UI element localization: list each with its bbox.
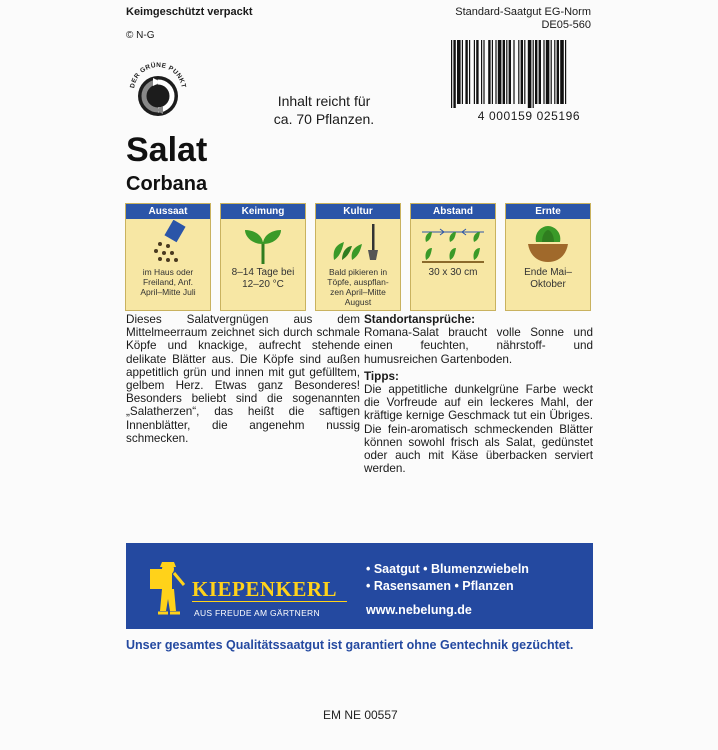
barcode-bar bbox=[551, 40, 552, 104]
barcode-bar bbox=[543, 40, 544, 104]
product-variety: Corbana bbox=[126, 173, 208, 195]
barcode-bar bbox=[546, 40, 550, 104]
barcode-digits: 4 000159 025196 bbox=[477, 109, 581, 123]
green-dot-text: DER GRÜNE PUNKT bbox=[129, 61, 187, 89]
tips-text: Die appetitliche dunkelgrüne Farbe weckt die Vorfreude auf ein leckeres Mahl, der kräftige kernige Geschmack tut ein Übriges. Die fein-aromatisch schmeckenden Blätter können sowohl frisch als Salat, gedünstet oder auch mit Käse überbacken serviert werden. bbox=[364, 383, 593, 476]
caption-line: zen April–Mitte bbox=[330, 287, 386, 297]
pictogram-culture-caption bbox=[316, 267, 400, 307]
plant-spacing-icon bbox=[411, 219, 495, 267]
brand-logo bbox=[140, 555, 340, 620]
barcode-bar bbox=[524, 40, 525, 104]
barcode-bar bbox=[554, 40, 555, 104]
caption-line: 8–14 Tage bei bbox=[231, 267, 295, 278]
brand-name: KIEPENKERL bbox=[192, 577, 338, 601]
barcode-bar bbox=[474, 40, 475, 104]
caption-line: Ende Mai– bbox=[524, 267, 572, 278]
footer-code: EM NE 00557 bbox=[323, 708, 398, 722]
barcode-bar bbox=[469, 40, 470, 104]
caption-line: 30 x 30 cm bbox=[428, 267, 478, 278]
brand-banner bbox=[126, 543, 593, 629]
barcode-bar bbox=[533, 40, 534, 108]
brand-underline bbox=[192, 601, 347, 602]
seed-standard: Standard-Saatgut EG-Norm bbox=[455, 6, 591, 18]
kiepenkerl-figure-icon bbox=[140, 559, 188, 619]
pictogram-culture bbox=[315, 203, 401, 311]
caption-line: im Haus oder bbox=[142, 267, 194, 277]
caption-line: Oktober bbox=[530, 279, 566, 290]
barcode-bar bbox=[518, 40, 519, 104]
location-text: Romana-Salat braucht volle Sonne und einen feuchten, nährstoff- und humusreichen Gartenboden. bbox=[364, 326, 593, 366]
pictogram-harvest-head: Ernte bbox=[506, 204, 590, 219]
seed-packet-icon bbox=[126, 219, 210, 267]
caption-line: 12–20 °C bbox=[242, 279, 284, 290]
seed-standard-code: DE05-560 bbox=[541, 19, 591, 31]
growing-info bbox=[364, 313, 593, 475]
harvest-bowl-icon bbox=[506, 219, 590, 267]
caption-line: Töpfe, auspflan- bbox=[327, 277, 389, 287]
pictogram-sowing-caption bbox=[126, 267, 210, 297]
barcode-bar bbox=[509, 40, 511, 104]
content-line-2: ca. 70 Pflanzen. bbox=[273, 111, 375, 127]
plants-spade-icon bbox=[316, 219, 400, 267]
pictogram-sowing bbox=[125, 203, 211, 311]
barcode-bar bbox=[506, 40, 507, 104]
product-range-line-1: • Saatgut • Blumenzwiebeln bbox=[366, 562, 529, 576]
pictogram-harvest-caption bbox=[506, 267, 590, 291]
packaging-note: Keimgeschützt verpackt bbox=[126, 6, 253, 18]
barcode-bar bbox=[535, 40, 537, 104]
barcode-bar bbox=[521, 40, 523, 104]
barcode-bar bbox=[483, 40, 484, 104]
barcode-bar bbox=[453, 40, 455, 108]
barcode bbox=[451, 40, 607, 108]
product-name: Salat bbox=[126, 131, 208, 169]
license-note: © N-G bbox=[126, 30, 155, 41]
pictogram-spacing-head: Abstand bbox=[411, 204, 495, 219]
gmo-free-guarantee: Unser gesamtes Qualitätssaatgut ist garantiert ohne Gentechnik gezüchtet. bbox=[126, 638, 574, 652]
barcode-bar bbox=[488, 40, 490, 104]
seedling-icon bbox=[221, 219, 305, 267]
pictogram-culture-head: Kultur bbox=[316, 204, 400, 219]
barcode-bar bbox=[465, 40, 467, 104]
pictogram-harvest bbox=[505, 203, 591, 311]
barcode-bar bbox=[457, 40, 461, 104]
pictogram-germination-head: Keimung bbox=[221, 204, 305, 219]
barcode-bar bbox=[481, 40, 482, 104]
pictogram-germination bbox=[220, 203, 306, 311]
caption-line: August bbox=[344, 297, 372, 307]
barcode-bar bbox=[539, 40, 541, 104]
caption-line: Bald pikieren in bbox=[328, 267, 388, 277]
barcode-bar bbox=[528, 40, 532, 108]
pictogram-spacing-caption bbox=[411, 267, 495, 279]
caption-line: April–Mitte Juli bbox=[140, 287, 196, 297]
location-heading: Standortansprüche: bbox=[364, 313, 476, 326]
barcode-bar bbox=[495, 40, 496, 104]
pictogram-spacing bbox=[410, 203, 496, 311]
website-link[interactable]: www.nebelung.de bbox=[366, 603, 472, 617]
pictogram-sowing-head: Aussaat bbox=[126, 204, 210, 219]
content-note bbox=[268, 92, 380, 128]
barcode-bar bbox=[565, 40, 566, 104]
pictogram-germination-caption bbox=[221, 267, 305, 291]
barcode-bar bbox=[513, 40, 514, 104]
barcode-bar bbox=[498, 40, 502, 104]
barcode-bar bbox=[503, 40, 505, 104]
product-range bbox=[366, 561, 529, 595]
barcode-bar bbox=[451, 40, 452, 108]
product-range-line-2: • Rasensamen • Pflanzen bbox=[366, 579, 514, 593]
product-description: Dieses Salatvergnügen aus dem Mittelmeerraum zeichnet sich durch schmale Köpfe und knackige, aufrecht stehende delikate Blätter aus. Die Köpfe sind außen appetitlich grün und innen mit gut gefülltem, gelbem Herz. Etwas ganz Besonderes! Besonders beliebt sind die sogenannten „Salatherzen“, das heißt die saftigen Innenblätter, die angenehm nussig schmecken. bbox=[126, 313, 360, 445]
green-dot-logo bbox=[125, 58, 191, 124]
barcode-bar bbox=[560, 40, 564, 104]
content-line-1: Inhalt reicht für bbox=[277, 93, 371, 109]
brand-slogan: AUS FREUDE AM GÄRTNERN bbox=[194, 608, 320, 618]
barcode-bar bbox=[476, 40, 478, 104]
barcode-bar bbox=[462, 40, 463, 104]
barcode-bar bbox=[492, 40, 493, 104]
tips-heading: Tipps: bbox=[364, 369, 399, 383]
caption-line: Freiland, Anf. bbox=[142, 277, 194, 287]
barcode-bar bbox=[557, 40, 559, 104]
